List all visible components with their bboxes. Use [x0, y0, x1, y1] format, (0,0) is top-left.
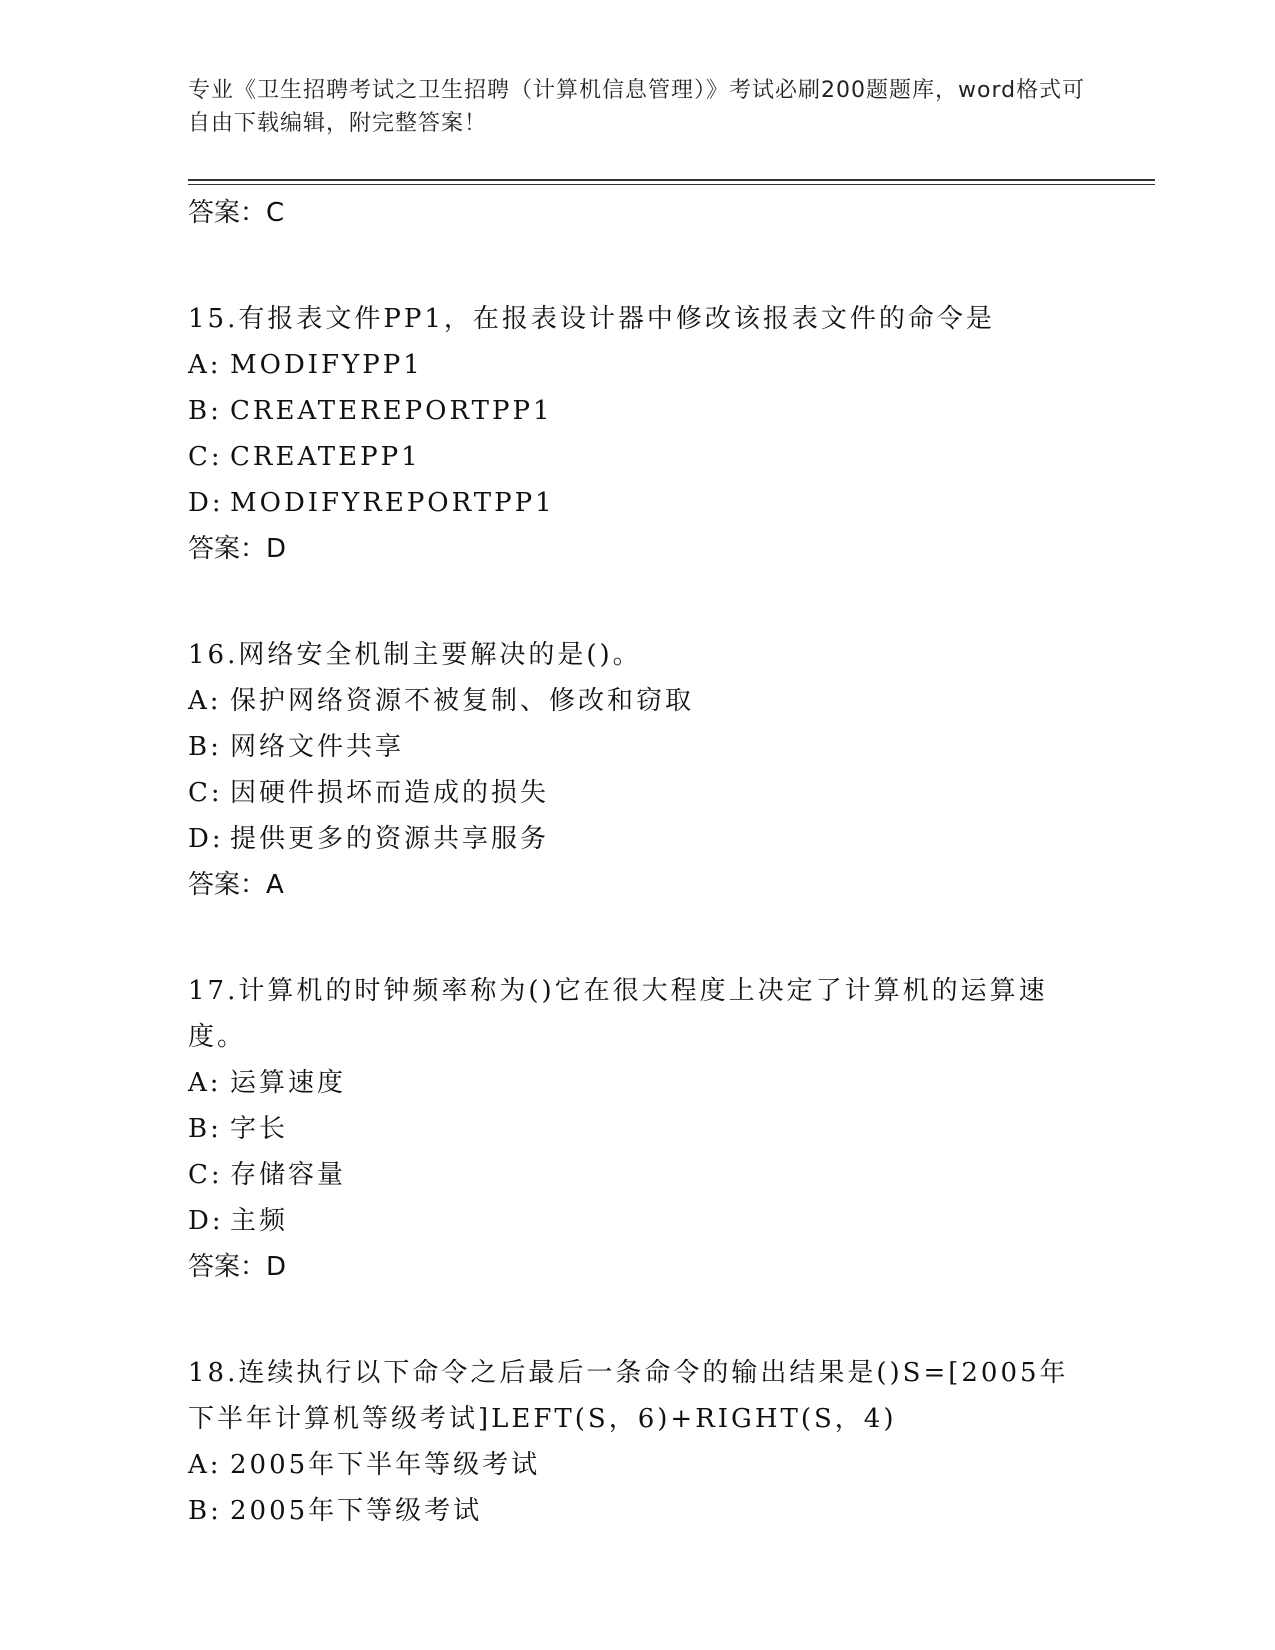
option-text: MODIFYREPORTPP1	[230, 488, 555, 518]
option-letter: C:	[188, 1160, 223, 1190]
question-list	[188, 190, 1088, 1534]
option-text: 存储容量	[230, 1160, 347, 1190]
question-16-text: 16.网络安全机制主要解决的是()。	[188, 640, 642, 670]
question-15-answer: 答案：D	[188, 534, 287, 564]
question-17-option-b	[188, 1106, 1088, 1152]
question-17-option-c	[188, 1152, 1088, 1198]
option-text: 2005年下半年等级考试	[230, 1450, 541, 1480]
option-letter: A:	[188, 1068, 222, 1098]
option-letter: D:	[188, 1206, 224, 1236]
question-18-option-b	[188, 1488, 1088, 1534]
question-15-option-a	[188, 342, 1088, 388]
question-16-answer: 答案：A	[188, 870, 284, 900]
question-15-text: 15.有报表文件PP1，在报表设计器中修改该报表文件的命令是	[188, 304, 995, 334]
question-18-text: 18.连续执行以下命令之后最后一条命令的输出结果是()S=[2005年下半年计算机等级考试]LEFT(S，6)+RIGHT(S，4)	[188, 1358, 1069, 1434]
question-17-text: 17.计算机的时钟频率称为()它在很大程度上决定了计算机的运算速度。	[188, 976, 1048, 1052]
option-letter: B:	[188, 1496, 222, 1526]
option-text: 因硬件损坏而造成的损失	[230, 778, 550, 808]
option-text: CREATEREPORTPP1	[230, 396, 553, 426]
question-15-option-b	[188, 388, 1088, 434]
option-text: 2005年下等级考试	[230, 1496, 483, 1526]
document-header: 专业《卫生招聘考试之卫生招聘（计算机信息管理）》考试必刷200题题库，word格式可自由下载编辑，附完整答案！	[188, 78, 1086, 136]
option-text: CREATEPP1	[230, 442, 421, 472]
header-rule-thick	[188, 179, 1155, 181]
option-text: 字长	[230, 1114, 289, 1144]
answer-line: 答案：C	[188, 198, 285, 228]
question-17-option-a	[188, 1060, 1088, 1106]
question-16-option-a	[188, 678, 1088, 724]
option-letter: A:	[188, 350, 222, 380]
option-letter: D:	[188, 824, 224, 854]
option-text: 提供更多的资源共享服务	[230, 824, 550, 854]
question-17-answer: 答案：D	[188, 1252, 287, 1282]
header-rule-thin	[188, 184, 1155, 185]
question-16-option-d	[188, 816, 1088, 862]
option-letter: A:	[188, 1450, 222, 1480]
option-letter: A:	[188, 686, 222, 716]
option-letter: B:	[188, 396, 222, 426]
option-letter: D:	[188, 488, 224, 518]
question-15-option-d	[188, 480, 1088, 526]
option-text: 运算速度	[230, 1068, 347, 1098]
question-16-option-b	[188, 724, 1088, 770]
option-text: 保护网络资源不被复制、修改和窃取	[230, 686, 695, 716]
option-letter: C:	[188, 442, 223, 472]
question-16-option-c	[188, 770, 1088, 816]
option-letter: B:	[188, 1114, 222, 1144]
option-letter: B:	[188, 732, 222, 762]
option-text: 主频	[230, 1206, 289, 1236]
question-15-option-c	[188, 434, 1088, 480]
question-17-option-d	[188, 1198, 1088, 1244]
option-text: 网络文件共享	[230, 732, 405, 762]
option-letter: C:	[188, 778, 223, 808]
question-18-option-a	[188, 1442, 1088, 1488]
option-text: MODIFYPP1	[230, 350, 423, 380]
